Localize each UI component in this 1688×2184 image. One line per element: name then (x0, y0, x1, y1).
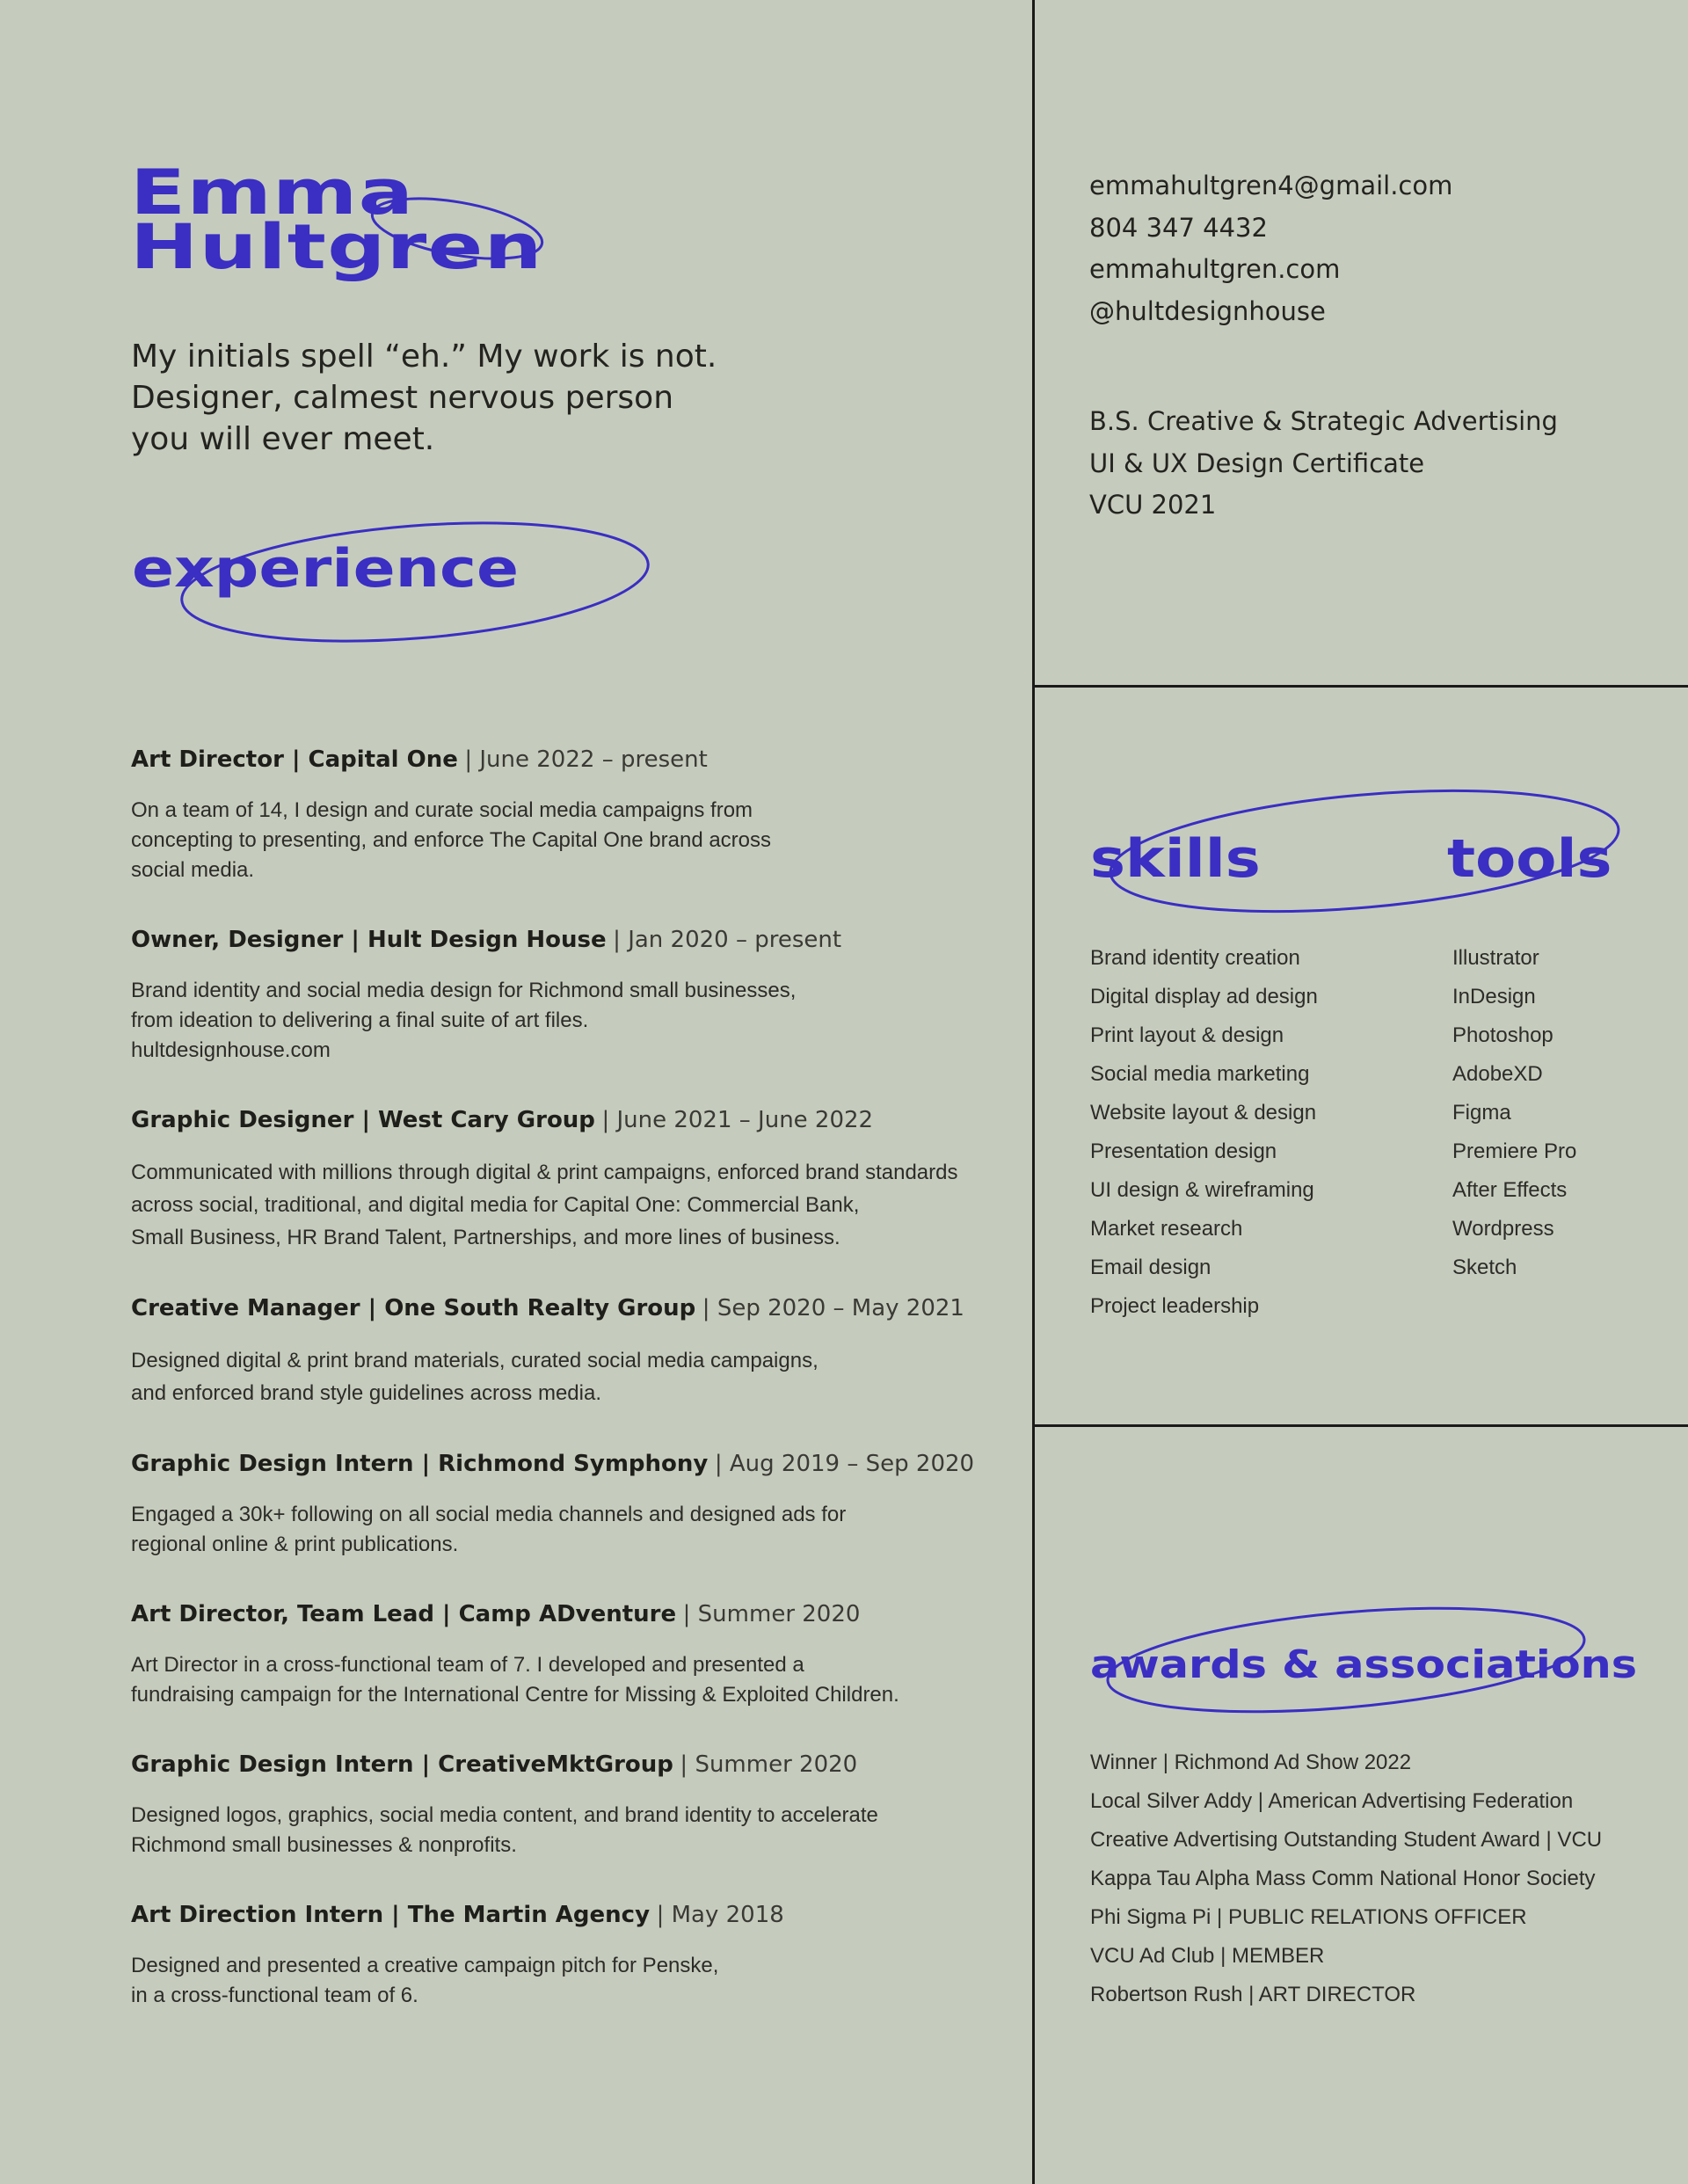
phone-number: 804 347 4432 (1089, 212, 1268, 243)
tool-item: Photoshop (1452, 1023, 1553, 1047)
awards-list (1090, 1744, 1602, 2014)
award-item: Robertson Rush | ART DIRECTOR (1090, 1983, 1416, 2006)
job-dates: | Sep 2020 – May 2021 (702, 1295, 964, 1321)
job-dates: | June 2021 – June 2022 (601, 1107, 874, 1133)
skill-item: Presentation design (1090, 1139, 1277, 1163)
job-dates: | Jan 2020 – present (613, 927, 842, 953)
job-title: Art Director, Team Lead | Camp ADventure (131, 1601, 677, 1627)
tool-item: Premiere Pro (1452, 1139, 1577, 1163)
skill-item: Digital display ad design (1090, 985, 1318, 1008)
tool-item: InDesign (1452, 985, 1536, 1008)
job-title-line (131, 922, 1010, 957)
job-entry (131, 742, 1010, 885)
tool-item: After Effects (1452, 1178, 1568, 1202)
awards-heading: awards & associations (1090, 1642, 1638, 1687)
job-title: Graphic Design Intern | Richmond Symphony (131, 1451, 709, 1477)
skill-item: Email design (1090, 1256, 1211, 1279)
award-item: VCU Ad Club | MEMBER (1090, 1944, 1325, 1968)
job-entry (131, 1291, 1010, 1409)
job-title-line (131, 1291, 1010, 1325)
job-dates: | Summer 2020 (680, 1751, 858, 1778)
email-link[interactable]: emmahultgren4@gmail.com (1089, 171, 1453, 200)
job-title: Art Director | Capital One (131, 746, 458, 773)
job-description: Designed digital & print brand materials, curated social media campaigns, and enforced brand style guidelines across media. (131, 1349, 819, 1405)
school: VCU 2021 (1089, 490, 1217, 520)
award-item: Winner | Richmond Ad Show 2022 (1090, 1751, 1412, 1774)
job-description: Brand identity and social media design for Richmond small businesses, from ideation to delivering a final suite of art files. hultdesignhouse.com (131, 979, 797, 1062)
job-title-line (131, 1897, 1010, 1932)
tool-item: Illustrator (1452, 946, 1539, 970)
tagline-line: you will ever meet. (131, 421, 435, 457)
job-entry (131, 1597, 1010, 1710)
tools-heading: tools (1447, 828, 1612, 890)
experience-heading: experience (132, 538, 519, 600)
job-title-line (131, 1747, 1010, 1781)
job-entry (131, 1103, 1010, 1254)
job-entry (131, 1747, 1010, 1860)
job-description: Engaged a 30k+ following on all social media channels and designed ads for regional online & print publications. (131, 1503, 847, 1556)
award-item: Phi Sigma Pi | PUBLIC RELATIONS OFFICER (1090, 1905, 1527, 1929)
first-name: Emma (130, 157, 415, 229)
job-title: Graphic Designer | West Cary Group (131, 1107, 595, 1133)
job-dates: | Aug 2019 – Sep 2020 (714, 1451, 975, 1477)
name-logo (130, 157, 543, 283)
skills-list (1090, 939, 1318, 1326)
skills-heading: skills (1090, 828, 1261, 890)
education-info (1089, 401, 1558, 527)
job-title-line (131, 1103, 1010, 1137)
tagline (131, 336, 799, 460)
tool-item: Wordpress (1452, 1217, 1554, 1241)
job-description: Communicated with millions through digital & print campaigns, enforced brand standards across social, traditional, and digital media for Capital One: Commercial Bank, Small Business, HR Brand Talent, Partnerships, and more lines of business. (131, 1161, 958, 1249)
job-title-line (131, 1597, 1010, 1631)
job-title: Owner, Designer | Hult Design House (131, 927, 607, 953)
last-name: Hultgren (130, 211, 543, 283)
job-dates: | May 2018 (656, 1902, 784, 1928)
job-title: Creative Manager | One South Realty Group (131, 1295, 696, 1321)
skill-item: UI design & wireframing (1090, 1178, 1314, 1202)
job-description: On a team of 14, I design and curate social media campaigns from concepting to presenting, and enforce The Capital One brand across social media. (131, 798, 772, 882)
skill-item: Market research (1090, 1217, 1243, 1241)
tools-list (1452, 939, 1576, 1287)
award-item: Local Silver Addy | American Advertising Federation (1090, 1789, 1574, 1813)
job-dates: | Summer 2020 (682, 1601, 861, 1627)
certificate: UI & UX Design Certificate (1089, 448, 1425, 478)
job-description: Art Director in a cross-functional team of 7. I developed and presented a fundraising campaign for the International Centre for Missing & Exploited Children. (131, 1653, 899, 1707)
skill-item: Website layout & design (1090, 1101, 1317, 1125)
job-entry (131, 1897, 1010, 2011)
skill-item: Brand identity creation (1090, 946, 1300, 970)
job-title: Art Direction Intern | The Martin Agency (131, 1902, 651, 1928)
award-item: Creative Advertising Outstanding Student Award | VCU (1090, 1828, 1603, 1852)
experience-list (131, 742, 1010, 2011)
skill-item: Project leadership (1090, 1294, 1260, 1318)
tool-item: Sketch (1452, 1256, 1517, 1279)
degree: B.S. Creative & Strategic Advertising (1089, 406, 1558, 436)
job-description: Designed and presented a creative campaign pitch for Penske, in a cross-functional team of 6. (131, 1954, 719, 2007)
tool-item: Figma (1452, 1101, 1511, 1125)
job-entry (131, 1446, 1010, 1560)
award-item: Kappa Tau Alpha Mass Comm National Honor Society (1090, 1867, 1596, 1890)
skill-item: Print layout & design (1090, 1023, 1284, 1047)
social-handle: @hultdesignhouse (1089, 295, 1326, 326)
contact-info (1089, 165, 1452, 332)
tagline-line: Designer, calmest nervous person (131, 380, 674, 416)
tool-item: AdobeXD (1452, 1062, 1543, 1086)
job-entry (131, 922, 1010, 1066)
job-title: Graphic Design Intern | CreativeMktGroup (131, 1751, 673, 1778)
tagline-line: My initials spell “eh.” My work is not. (131, 339, 717, 375)
job-title-line (131, 742, 1010, 776)
website-link[interactable]: emmahultgren.com (1089, 254, 1341, 284)
job-description: Designed logos, graphics, social media content, and brand identity to accelerate Richmond small businesses & nonprofits. (131, 1803, 878, 1857)
skill-item: Social media marketing (1090, 1062, 1310, 1086)
job-dates: | June 2022 – present (464, 746, 708, 773)
job-title-line (131, 1446, 1010, 1481)
